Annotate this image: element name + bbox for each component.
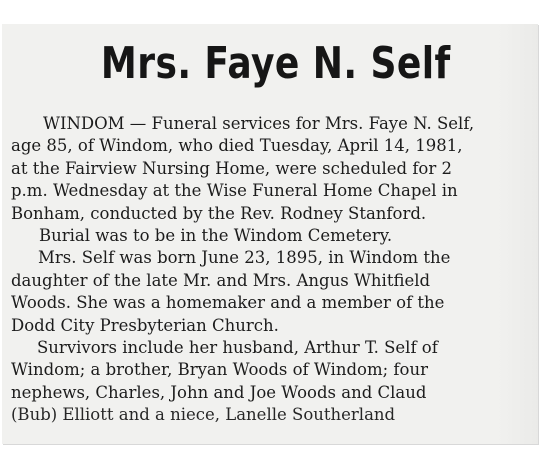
paragraph-line: Bonham, conducted by the Rev. Rodney Stanford. xyxy=(11,203,427,223)
paragraph-line: Burial was to be in the Windom Cemetery. xyxy=(39,225,393,245)
obituary-clipping xyxy=(2,24,538,444)
paragraph-line: Windom; a brother, Bryan Woods of Windom; four xyxy=(11,360,428,380)
paragraph-line: daughter of the late Mr. and Mrs. Angus Whitfield xyxy=(11,270,431,290)
paragraph-line: WINDOM — Funeral services for Mrs. Faye N. Self, xyxy=(43,114,475,133)
paragraph-line: nephews, Charles, John and Joe Woods and Claud xyxy=(11,382,427,402)
paragraph-line: Survivors include her husband, Arthur T. Self of xyxy=(37,337,438,357)
article-body xyxy=(11,113,538,426)
paragraph-line: Dodd City Presbyterian Church. xyxy=(11,315,279,335)
paragraph-line: at the Fairview Nursing Home, were scheduled for 2 xyxy=(11,158,452,178)
paragraph-line: (Bub) Elliott and a niece, Lanelle Southerland xyxy=(11,405,396,425)
paragraph-line: age 85, of Windom, who died Tuesday, April 14, 1981, xyxy=(11,136,463,156)
paragraph-line: Woods. She was a homemaker and a member of the xyxy=(11,293,445,313)
headline: Mrs. Faye N. Self xyxy=(100,38,451,89)
paragraph-line: p.m. Wednesday at the Wise Funeral Home Chapel in xyxy=(11,181,458,201)
paragraph-line: Mrs. Self was born June 23, 1895, in Windom the xyxy=(38,248,451,268)
